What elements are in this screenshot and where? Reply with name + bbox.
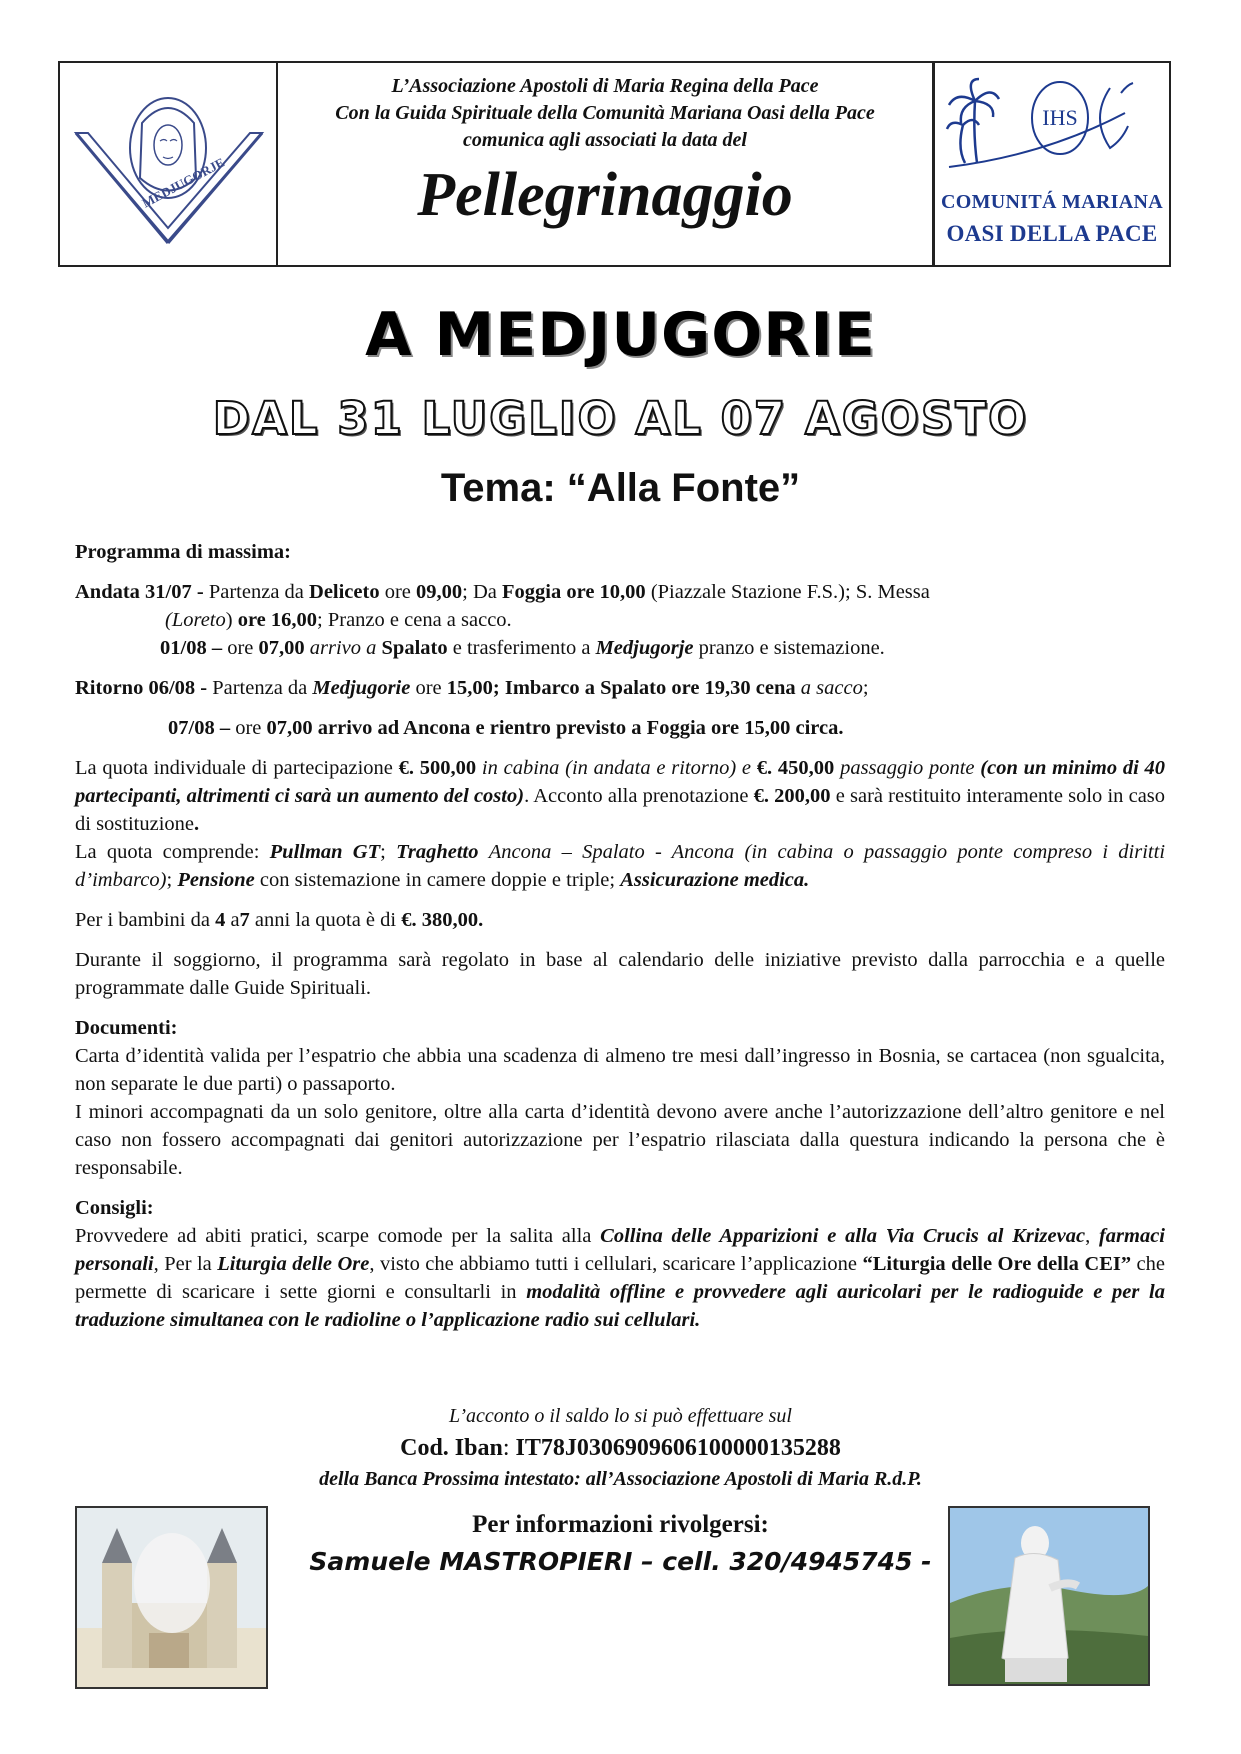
destination-title: A MEDJUGORIE — [365, 300, 876, 370]
header-center — [276, 61, 934, 267]
header-line-guide: Con la Guida Spirituale della Comunità Mariana Oasi della Pace — [335, 102, 875, 124]
andata-line2: (Loreto) ore 16,00; Pranzo e cena a sacco. — [165, 609, 512, 631]
iban-line: Cod. Iban: IT78J0306909606100000135288 — [400, 1435, 841, 1461]
info-heading: Per informazioni rivolgersi: — [472, 1511, 769, 1538]
acconto-line: L’acconto o il saldo lo si può effettuare sul — [449, 1405, 792, 1427]
medjugorje-logo — [58, 61, 279, 267]
header — [58, 61, 1171, 267]
header-line-communicate: comunica agli associati la data del — [463, 129, 747, 151]
documenti-paragraph: Carta d’identità valida per l’espatrio che abbia una scadenza di almeno tre mesi dall’ingresso in Bosnia, se cartacea (non sgualcita, non separate le due parti) o passaporto. — [75, 1045, 1165, 1095]
bank-line: della Banca Prossima intestato: all’Associazione Apostoli di Maria R.d.P. — [319, 1468, 922, 1490]
comunita-mariana-logo — [933, 61, 1171, 267]
ihs-monogram: IHS — [1042, 105, 1078, 130]
documenti-heading: Documenti: — [75, 1017, 178, 1039]
quota-bambini: Per i bambini da 4 a7 anni la quota è di €. 380,00. — [75, 909, 484, 931]
andata-paragraph: Andata 31/07 - Partenza da Deliceto ore 09,00; Da Foggia ore 10,00 (Piazzale Stazione F.S.); S. Messa — [75, 581, 930, 603]
ritorno-paragraph: Ritorno 06/08 - Partenza da Medjugorie ore 15,00; Imbarco a Spalato ore 19,30 cena a sacco; — [75, 677, 869, 699]
andata-line3: 01/08 – ore 07,00 arrivo a Spalato e trasferimento a Medjugorje pranzo e sistemazione. — [160, 637, 885, 659]
dates-title: DAL 31 LUGLIO AL 07 AGOSTO — [212, 392, 1029, 445]
soggiorno-paragraph: Durante il soggiorno, il programma sarà regolato in base al calendario delle iniziative previsto dalla parrocchia e a quelle programmate dalle Guide Spirituali. — [75, 949, 1165, 999]
minori-paragraph: I minori accompagnati da un solo genitore, oltre alla carta d’identità devono avere anche l’autorizzazione dell’altro genitore e nel caso non fossero accompagnati dai genitori autorizzazione per l’espatrio rilasciata dalla questura indicando la persona che è responsabile. — [75, 1101, 1165, 1179]
madonna-emblem-icon — [60, 63, 277, 265]
header-title: Pellegrinaggio — [417, 161, 793, 229]
logo-right-line1: COMUNITÁ MARIANA — [940, 191, 1163, 213]
logo-left-text: MEDJUGORJE — [139, 154, 227, 211]
consigli-heading: Consigli: — [75, 1197, 154, 1219]
quota-comprende: La quota comprende: Pullman GT; Traghetto Ancona – Spalato - Ancona (in cabina o passaggio ponte compreso i diritti d’imbarco); Pensione con sistemazione in camere doppie e triple; Assicurazione medica. — [75, 841, 1166, 891]
program-body — [75, 538, 1165, 1334]
programma-heading: Programma di massima: — [75, 541, 291, 563]
quota-paragraph: La quota individuale di partecipazione €. 500,00 in cabina (in andata e ritorno) e €. 450,00 passaggio ponte (con un minimo di 40 partecipanti, altrimenti ci sarà un aumento del costo). Acconto alla prenotazione €. 200,00 e sarà restituito interamente solo in caso di sostituzione. — [75, 757, 1166, 835]
contact-line: Samuele MASTROPIERI – cell. 320/4945745 - — [309, 1547, 932, 1576]
header-line-association: L’Associazione Apostoli di Maria Regina della Pace — [391, 75, 819, 97]
palm-monogram-icon — [935, 63, 1169, 183]
iban-value: IT78J0306909606100000135288 — [515, 1435, 841, 1461]
iban-label: Cod. Iban — [400, 1435, 503, 1461]
consigli-paragraph: Provvedere ad abiti pratici, scarpe comode per la salita alla Collina delle Apparizioni e alla Via Crucis al Krizevac, farmaci personali, Per la Liturgia delle Ore, visto che abbiamo tutti i cellulari, scaricare l’applicazione “Liturgia delle Ore della CEI” che permette di scaricare i sette giorni e consultarli in modalità offline e provvedere agli auricolari per le radioguide e per la traduzione simultanea con le radioline o l’applicazione radio sui cellulari. — [75, 1225, 1166, 1331]
ritorno-line2: 07/08 – ore 07,00 arrivo ad Ancona e rientro previsto a Foggia ore 15,00 circa. — [168, 717, 844, 739]
theme-title: Tema: “Alla Fonte” — [440, 466, 801, 510]
logo-right-line2: OASI DELLA PACE — [946, 221, 1158, 246]
